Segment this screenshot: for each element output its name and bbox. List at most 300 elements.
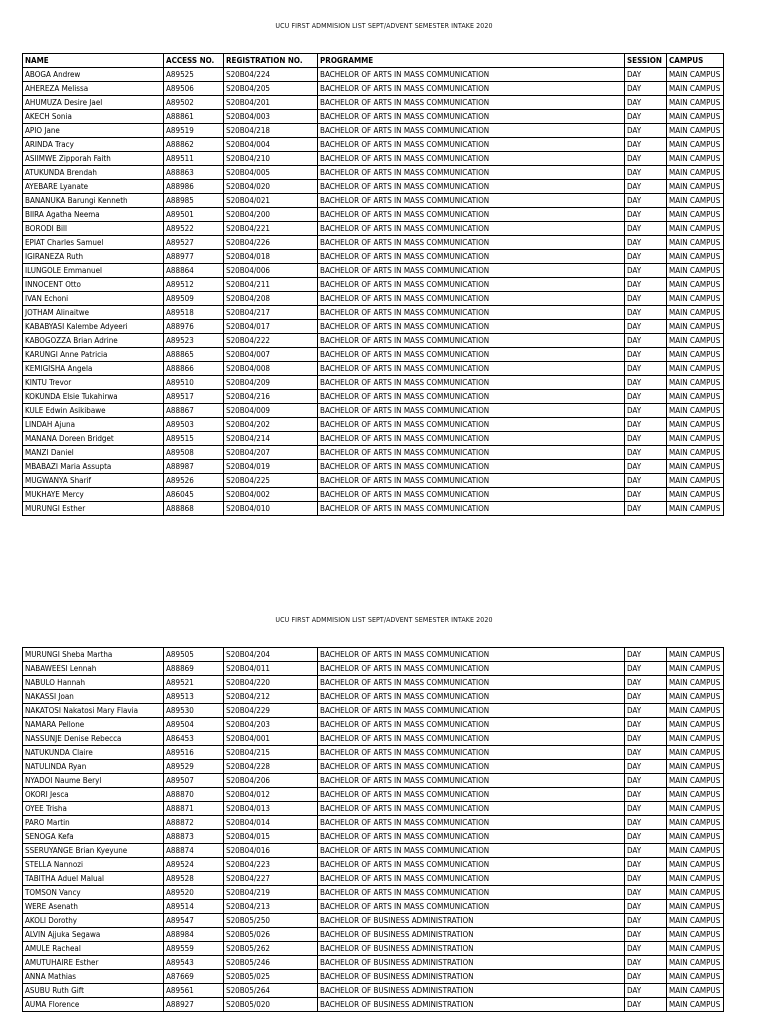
cell-campus: MAIN CAMPUS xyxy=(667,208,724,222)
cell-session: DAY xyxy=(625,306,667,320)
cell-access-no: A88977 xyxy=(164,250,224,264)
table-row xyxy=(23,488,724,502)
cell-name: OKORI Jesca xyxy=(23,788,164,802)
table-row xyxy=(23,82,724,96)
cell-programme: BACHELOR OF BUSINESS ADMINISTRATION xyxy=(318,984,625,998)
cell-access-no: A89543 xyxy=(164,956,224,970)
cell-campus: MAIN CAMPUS xyxy=(667,802,724,816)
header-name: NAME xyxy=(23,54,164,68)
table-row xyxy=(23,124,724,138)
cell-registration-no: S20B05/025 xyxy=(224,970,318,984)
cell-name: AYEBARE Lyanate xyxy=(23,180,164,194)
cell-name: NASSUNJE Denise Rebecca xyxy=(23,732,164,746)
cell-session: DAY xyxy=(625,816,667,830)
cell-name: BIIRA Agatha Neema xyxy=(23,208,164,222)
cell-session: DAY xyxy=(625,208,667,222)
table-row xyxy=(23,278,724,292)
table-row xyxy=(23,914,724,928)
cell-session: DAY xyxy=(625,676,667,690)
cell-access-no: A89526 xyxy=(164,474,224,488)
cell-session: DAY xyxy=(625,502,667,516)
cell-registration-no: S20B04/203 xyxy=(224,718,318,732)
table-row xyxy=(23,648,724,662)
cell-registration-no: S20B04/214 xyxy=(224,432,318,446)
cell-campus: MAIN CAMPUS xyxy=(667,732,724,746)
table-row xyxy=(23,376,724,390)
cell-name: AMUTUHAIRE Esther xyxy=(23,956,164,970)
cell-session: DAY xyxy=(625,432,667,446)
cell-registration-no: S20B04/005 xyxy=(224,166,318,180)
cell-registration-no: S20B05/262 xyxy=(224,942,318,956)
cell-access-no: A89509 xyxy=(164,292,224,306)
cell-campus: MAIN CAMPUS xyxy=(667,690,724,704)
cell-campus: MAIN CAMPUS xyxy=(667,984,724,998)
cell-access-no: A89529 xyxy=(164,760,224,774)
cell-access-no: A88861 xyxy=(164,110,224,124)
cell-access-no: A89507 xyxy=(164,774,224,788)
cell-campus: MAIN CAMPUS xyxy=(667,872,724,886)
cell-registration-no: S20B04/207 xyxy=(224,446,318,460)
table-row xyxy=(23,830,724,844)
cell-programme: BACHELOR OF ARTS IN MASS COMMUNICATION xyxy=(318,334,625,348)
cell-name: ABOGA Andrew xyxy=(23,68,164,82)
cell-session: DAY xyxy=(625,474,667,488)
cell-programme: BACHELOR OF BUSINESS ADMINISTRATION xyxy=(318,928,625,942)
cell-registration-no: S20B04/008 xyxy=(224,362,318,376)
table-row xyxy=(23,970,724,984)
cell-campus: MAIN CAMPUS xyxy=(667,306,724,320)
cell-campus: MAIN CAMPUS xyxy=(667,82,724,96)
cell-registration-no: S20B04/020 xyxy=(224,180,318,194)
cell-access-no: A89514 xyxy=(164,900,224,914)
cell-session: DAY xyxy=(625,418,667,432)
table-row xyxy=(23,334,724,348)
cell-programme: BACHELOR OF ARTS IN MASS COMMUNICATION xyxy=(318,292,625,306)
cell-access-no: A88862 xyxy=(164,138,224,152)
cell-name: NATUKUNDA Claire xyxy=(23,746,164,760)
table-row xyxy=(23,222,724,236)
cell-programme: BACHELOR OF ARTS IN MASS COMMUNICATION xyxy=(318,746,625,760)
cell-name: MUGWANYA Sharif xyxy=(23,474,164,488)
cell-name: MUKHAYE Mercy xyxy=(23,488,164,502)
cell-registration-no: S20B04/021 xyxy=(224,194,318,208)
cell-programme: BACHELOR OF ARTS IN MASS COMMUNICATION xyxy=(318,900,625,914)
cell-session: DAY xyxy=(625,956,667,970)
cell-session: DAY xyxy=(625,984,667,998)
cell-session: DAY xyxy=(625,264,667,278)
cell-session: DAY xyxy=(625,998,667,1012)
cell-campus: MAIN CAMPUS xyxy=(667,68,724,82)
cell-registration-no: S20B04/014 xyxy=(224,816,318,830)
table-row xyxy=(23,690,724,704)
cell-access-no: A89520 xyxy=(164,886,224,900)
cell-access-no: A89510 xyxy=(164,376,224,390)
cell-programme: BACHELOR OF ARTS IN MASS COMMUNICATION xyxy=(318,96,625,110)
table-row xyxy=(23,872,724,886)
cell-campus: MAIN CAMPUS xyxy=(667,886,724,900)
cell-name: NYADOI Naume Beryl xyxy=(23,774,164,788)
cell-access-no: A89525 xyxy=(164,68,224,82)
cell-session: DAY xyxy=(625,96,667,110)
cell-registration-no: S20B04/220 xyxy=(224,676,318,690)
cell-session: DAY xyxy=(625,662,667,676)
cell-access-no: A88873 xyxy=(164,830,224,844)
cell-name: LINDAH Ajuna xyxy=(23,418,164,432)
cell-registration-no: S20B04/226 xyxy=(224,236,318,250)
cell-registration-no: S20B05/246 xyxy=(224,956,318,970)
cell-campus: MAIN CAMPUS xyxy=(667,474,724,488)
page-title: UCU FIRST ADMMISION LIST SEPT/ADVENT SEMESTER INTAKE 2020 xyxy=(275,22,493,30)
cell-access-no: A89504 xyxy=(164,718,224,732)
cell-name: NABULO Hannah xyxy=(23,676,164,690)
cell-access-no: A89506 xyxy=(164,82,224,96)
cell-campus: MAIN CAMPUS xyxy=(667,704,724,718)
cell-registration-no: S20B04/213 xyxy=(224,900,318,914)
cell-programme: BACHELOR OF ARTS IN MASS COMMUNICATION xyxy=(318,404,625,418)
cell-session: DAY xyxy=(625,348,667,362)
table-row xyxy=(23,194,724,208)
cell-session: DAY xyxy=(625,760,667,774)
cell-programme: BACHELOR OF ARTS IN MASS COMMUNICATION xyxy=(318,376,625,390)
cell-name: AHUMUZA Desire Jael xyxy=(23,96,164,110)
cell-name: STELLA Nannozi xyxy=(23,858,164,872)
cell-session: DAY xyxy=(625,488,667,502)
cell-name: MANZI Daniel xyxy=(23,446,164,460)
table-row xyxy=(23,348,724,362)
cell-programme: BACHELOR OF BUSINESS ADMINISTRATION xyxy=(318,970,625,984)
admission-table-page-2 xyxy=(22,647,724,1012)
cell-name: ALVIN Ajjuka Segawa xyxy=(23,928,164,942)
table-row xyxy=(23,264,724,278)
cell-campus: MAIN CAMPUS xyxy=(667,648,724,662)
cell-programme: BACHELOR OF ARTS IN MASS COMMUNICATION xyxy=(318,760,625,774)
cell-session: DAY xyxy=(625,704,667,718)
cell-access-no: A88865 xyxy=(164,348,224,362)
cell-registration-no: S20B04/209 xyxy=(224,376,318,390)
cell-campus: MAIN CAMPUS xyxy=(667,844,724,858)
cell-registration-no: S20B04/216 xyxy=(224,390,318,404)
table-row xyxy=(23,306,724,320)
table-row xyxy=(23,502,724,516)
table-row xyxy=(23,816,724,830)
cell-registration-no: S20B04/221 xyxy=(224,222,318,236)
cell-registration-no: S20B04/208 xyxy=(224,292,318,306)
cell-campus: MAIN CAMPUS xyxy=(667,788,724,802)
cell-programme: BACHELOR OF ARTS IN MASS COMMUNICATION xyxy=(318,138,625,152)
cell-programme: BACHELOR OF ARTS IN MASS COMMUNICATION xyxy=(318,648,625,662)
cell-campus: MAIN CAMPUS xyxy=(667,956,724,970)
cell-registration-no: S20B04/217 xyxy=(224,306,318,320)
cell-session: DAY xyxy=(625,830,667,844)
cell-session: DAY xyxy=(625,110,667,124)
cell-programme: BACHELOR OF ARTS IN MASS COMMUNICATION xyxy=(318,872,625,886)
cell-registration-no: S20B04/011 xyxy=(224,662,318,676)
cell-name: IGIRANEZA Ruth xyxy=(23,250,164,264)
cell-name: KARUNGI Anne Patricia xyxy=(23,348,164,362)
cell-programme: BACHELOR OF ARTS IN MASS COMMUNICATION xyxy=(318,152,625,166)
cell-access-no: A88976 xyxy=(164,320,224,334)
cell-campus: MAIN CAMPUS xyxy=(667,942,724,956)
cell-campus: MAIN CAMPUS xyxy=(667,746,724,760)
cell-registration-no: S20B04/219 xyxy=(224,886,318,900)
cell-name: AUMA Florence xyxy=(23,998,164,1012)
cell-access-no: A86453 xyxy=(164,732,224,746)
cell-registration-no: S20B04/211 xyxy=(224,278,318,292)
cell-registration-no: S20B04/212 xyxy=(224,690,318,704)
cell-session: DAY xyxy=(625,166,667,180)
cell-session: DAY xyxy=(625,690,667,704)
cell-access-no: A89512 xyxy=(164,278,224,292)
cell-name: NAKASSI Joan xyxy=(23,690,164,704)
cell-name: SSERUYANGE Brian Kyeyune xyxy=(23,844,164,858)
cell-name: AMULE Racheal xyxy=(23,942,164,956)
cell-registration-no: S20B05/250 xyxy=(224,914,318,928)
cell-campus: MAIN CAMPUS xyxy=(667,858,724,872)
cell-name: NATULINDA Ryan xyxy=(23,760,164,774)
cell-programme: BACHELOR OF ARTS IN MASS COMMUNICATION xyxy=(318,502,625,516)
cell-programme: BACHELOR OF ARTS IN MASS COMMUNICATION xyxy=(318,690,625,704)
cell-campus: MAIN CAMPUS xyxy=(667,250,724,264)
cell-access-no: A89528 xyxy=(164,872,224,886)
cell-programme: BACHELOR OF ARTS IN MASS COMMUNICATION xyxy=(318,830,625,844)
table-row xyxy=(23,418,724,432)
cell-registration-no: S20B04/210 xyxy=(224,152,318,166)
cell-name: NAMARA Pellone xyxy=(23,718,164,732)
cell-programme: BACHELOR OF ARTS IN MASS COMMUNICATION xyxy=(318,390,625,404)
cell-access-no: A89559 xyxy=(164,942,224,956)
cell-access-no: A89522 xyxy=(164,222,224,236)
table-row xyxy=(23,236,724,250)
cell-access-no: A88874 xyxy=(164,844,224,858)
table-body xyxy=(23,68,724,516)
table-row xyxy=(23,390,724,404)
cell-campus: MAIN CAMPUS xyxy=(667,662,724,676)
table-row xyxy=(23,788,724,802)
cell-access-no: A89515 xyxy=(164,432,224,446)
cell-programme: BACHELOR OF ARTS IN MASS COMMUNICATION xyxy=(318,844,625,858)
cell-campus: MAIN CAMPUS xyxy=(667,194,724,208)
table-row xyxy=(23,774,724,788)
cell-campus: MAIN CAMPUS xyxy=(667,774,724,788)
cell-session: DAY xyxy=(625,844,667,858)
table-body xyxy=(23,648,724,1012)
cell-registration-no: S20B04/223 xyxy=(224,858,318,872)
cell-access-no: A89502 xyxy=(164,96,224,110)
cell-campus: MAIN CAMPUS xyxy=(667,152,724,166)
cell-session: DAY xyxy=(625,460,667,474)
cell-campus: MAIN CAMPUS xyxy=(667,998,724,1012)
table-row xyxy=(23,984,724,998)
cell-campus: MAIN CAMPUS xyxy=(667,376,724,390)
cell-session: DAY xyxy=(625,970,667,984)
cell-registration-no: S20B04/019 xyxy=(224,460,318,474)
table-row xyxy=(23,844,724,858)
cell-name: AKOLI Dorothy xyxy=(23,914,164,928)
cell-access-no: A89508 xyxy=(164,446,224,460)
cell-registration-no: S20B04/215 xyxy=(224,746,318,760)
cell-registration-no: S20B04/206 xyxy=(224,774,318,788)
cell-campus: MAIN CAMPUS xyxy=(667,166,724,180)
cell-session: DAY xyxy=(625,900,667,914)
cell-campus: MAIN CAMPUS xyxy=(667,502,724,516)
admission-table-page-1 xyxy=(22,53,724,516)
cell-campus: MAIN CAMPUS xyxy=(667,96,724,110)
cell-access-no: A89561 xyxy=(164,984,224,998)
cell-programme: BACHELOR OF ARTS IN MASS COMMUNICATION xyxy=(318,488,625,502)
cell-name: ILUNGOLE Emmanuel xyxy=(23,264,164,278)
cell-campus: MAIN CAMPUS xyxy=(667,404,724,418)
table-row xyxy=(23,404,724,418)
cell-session: DAY xyxy=(625,138,667,152)
table-row xyxy=(23,802,724,816)
cell-programme: BACHELOR OF ARTS IN MASS COMMUNICATION xyxy=(318,432,625,446)
cell-session: DAY xyxy=(625,334,667,348)
cell-session: DAY xyxy=(625,928,667,942)
cell-access-no: A89501 xyxy=(164,208,224,222)
table-header-row xyxy=(23,54,724,68)
cell-registration-no: S20B04/218 xyxy=(224,124,318,138)
cell-registration-no: S20B04/001 xyxy=(224,732,318,746)
cell-programme: BACHELOR OF ARTS IN MASS COMMUNICATION xyxy=(318,676,625,690)
cell-programme: BACHELOR OF ARTS IN MASS COMMUNICATION xyxy=(318,418,625,432)
cell-access-no: A88866 xyxy=(164,362,224,376)
cell-access-no: A88863 xyxy=(164,166,224,180)
cell-registration-no: S20B04/016 xyxy=(224,844,318,858)
cell-name: MURUNGI Sheba Martha xyxy=(23,648,164,662)
cell-programme: BACHELOR OF ARTS IN MASS COMMUNICATION xyxy=(318,320,625,334)
cell-registration-no: S20B04/012 xyxy=(224,788,318,802)
cell-campus: MAIN CAMPUS xyxy=(667,816,724,830)
cell-programme: BACHELOR OF ARTS IN MASS COMMUNICATION xyxy=(318,788,625,802)
cell-programme: BACHELOR OF ARTS IN MASS COMMUNICATION xyxy=(318,362,625,376)
table-row xyxy=(23,928,724,942)
cell-name: KABABYASI Kalembe Adyeeri xyxy=(23,320,164,334)
cell-programme: BACHELOR OF ARTS IN MASS COMMUNICATION xyxy=(318,732,625,746)
cell-session: DAY xyxy=(625,942,667,956)
cell-programme: BACHELOR OF BUSINESS ADMINISTRATION xyxy=(318,914,625,928)
cell-registration-no: S20B04/018 xyxy=(224,250,318,264)
cell-registration-no: S20B04/202 xyxy=(224,418,318,432)
table-row xyxy=(23,460,724,474)
cell-registration-no: S20B04/013 xyxy=(224,802,318,816)
cell-access-no: A89518 xyxy=(164,306,224,320)
cell-session: DAY xyxy=(625,278,667,292)
cell-name: KEMIGISHA Angela xyxy=(23,362,164,376)
header-session: SESSION xyxy=(625,54,667,68)
cell-session: DAY xyxy=(625,914,667,928)
cell-name: TOMSON Vancy xyxy=(23,886,164,900)
cell-registration-no: S20B04/002 xyxy=(224,488,318,502)
table-row xyxy=(23,138,724,152)
cell-access-no: A89547 xyxy=(164,914,224,928)
cell-name: PARO Martin xyxy=(23,816,164,830)
cell-campus: MAIN CAMPUS xyxy=(667,362,724,376)
cell-access-no: A89503 xyxy=(164,418,224,432)
cell-campus: MAIN CAMPUS xyxy=(667,446,724,460)
table-row xyxy=(23,732,724,746)
cell-session: DAY xyxy=(625,390,667,404)
cell-programme: BACHELOR OF BUSINESS ADMINISTRATION xyxy=(318,956,625,970)
cell-programme: BACHELOR OF ARTS IN MASS COMMUNICATION xyxy=(318,236,625,250)
cell-access-no: A88987 xyxy=(164,460,224,474)
cell-programme: BACHELOR OF ARTS IN MASS COMMUNICATION xyxy=(318,110,625,124)
table-row xyxy=(23,746,724,760)
cell-name: TABITHA Aduel Malual xyxy=(23,872,164,886)
cell-session: DAY xyxy=(625,858,667,872)
cell-access-no: A89530 xyxy=(164,704,224,718)
cell-campus: MAIN CAMPUS xyxy=(667,830,724,844)
cell-name: MANANA Doreen Bridget xyxy=(23,432,164,446)
cell-registration-no: S20B04/009 xyxy=(224,404,318,418)
cell-access-no: A89524 xyxy=(164,858,224,872)
cell-session: DAY xyxy=(625,362,667,376)
cell-registration-no: S20B04/227 xyxy=(224,872,318,886)
table-row xyxy=(23,292,724,306)
table-row xyxy=(23,446,724,460)
cell-registration-no: S20B04/015 xyxy=(224,830,318,844)
cell-name: ARINDA Tracy xyxy=(23,138,164,152)
cell-access-no: A89516 xyxy=(164,746,224,760)
cell-session: DAY xyxy=(625,788,667,802)
cell-access-no: A88868 xyxy=(164,502,224,516)
cell-programme: BACHELOR OF BUSINESS ADMINISTRATION xyxy=(318,942,625,956)
table-row xyxy=(23,68,724,82)
cell-session: DAY xyxy=(625,222,667,236)
cell-name: JOTHAM Alinaitwe xyxy=(23,306,164,320)
cell-campus: MAIN CAMPUS xyxy=(667,124,724,138)
cell-session: DAY xyxy=(625,82,667,96)
cell-programme: BACHELOR OF ARTS IN MASS COMMUNICATION xyxy=(318,194,625,208)
cell-registration-no: S20B04/003 xyxy=(224,110,318,124)
table-row xyxy=(23,662,724,676)
cell-campus: MAIN CAMPUS xyxy=(667,348,724,362)
cell-programme: BACHELOR OF ARTS IN MASS COMMUNICATION xyxy=(318,446,625,460)
cell-programme: BACHELOR OF ARTS IN MASS COMMUNICATION xyxy=(318,250,625,264)
table-row xyxy=(23,152,724,166)
cell-programme: BACHELOR OF ARTS IN MASS COMMUNICATION xyxy=(318,662,625,676)
cell-session: DAY xyxy=(625,124,667,138)
cell-registration-no: S20B04/225 xyxy=(224,474,318,488)
cell-name: AHEREZA Melissa xyxy=(23,82,164,96)
cell-programme: BACHELOR OF ARTS IN MASS COMMUNICATION xyxy=(318,124,625,138)
cell-registration-no: S20B04/017 xyxy=(224,320,318,334)
cell-access-no: A88864 xyxy=(164,264,224,278)
cell-campus: MAIN CAMPUS xyxy=(667,222,724,236)
cell-session: DAY xyxy=(625,292,667,306)
cell-programme: BACHELOR OF BUSINESS ADMINISTRATION xyxy=(318,998,625,1012)
cell-campus: MAIN CAMPUS xyxy=(667,676,724,690)
table-row xyxy=(23,886,724,900)
cell-campus: MAIN CAMPUS xyxy=(667,110,724,124)
cell-campus: MAIN CAMPUS xyxy=(667,718,724,732)
table-row xyxy=(23,208,724,222)
cell-access-no: A89527 xyxy=(164,236,224,250)
cell-access-no: A89519 xyxy=(164,124,224,138)
table-row xyxy=(23,362,724,376)
cell-programme: BACHELOR OF ARTS IN MASS COMMUNICATION xyxy=(318,180,625,194)
cell-session: DAY xyxy=(625,320,667,334)
cell-programme: BACHELOR OF ARTS IN MASS COMMUNICATION xyxy=(318,886,625,900)
header-programme: PROGRAMME xyxy=(318,54,625,68)
cell-registration-no: S20B05/264 xyxy=(224,984,318,998)
cell-campus: MAIN CAMPUS xyxy=(667,264,724,278)
table-row xyxy=(23,676,724,690)
cell-access-no: A88867 xyxy=(164,404,224,418)
table-row xyxy=(23,110,724,124)
cell-session: DAY xyxy=(625,648,667,662)
header-access-no: ACCESS NO. xyxy=(164,54,224,68)
header-registration-no: REGISTRATION NO. xyxy=(224,54,318,68)
